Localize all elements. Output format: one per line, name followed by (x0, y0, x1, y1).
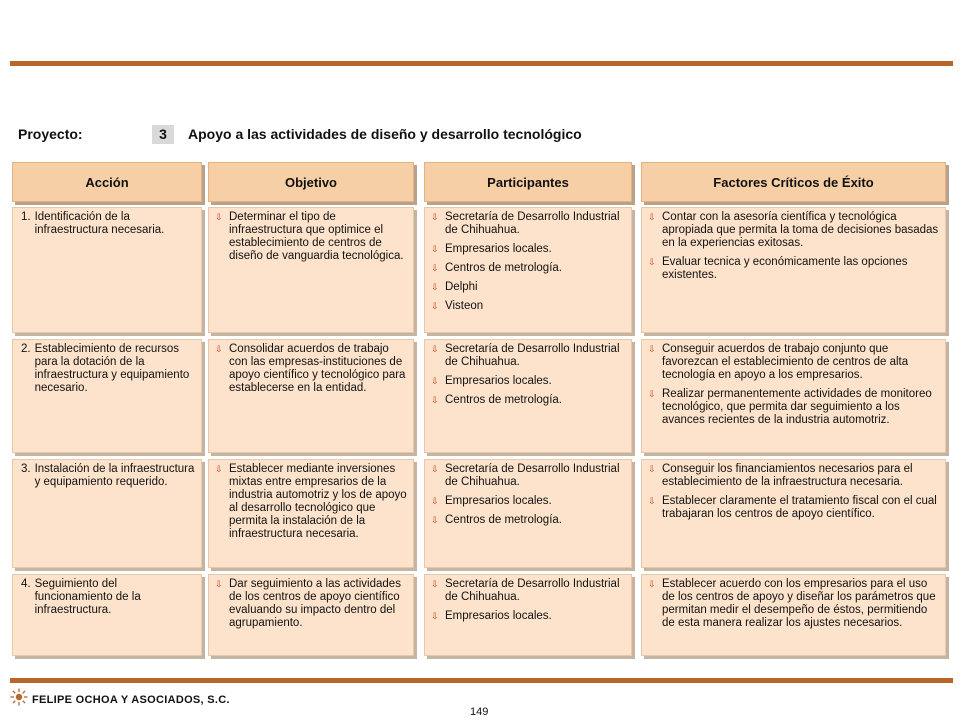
participantes-item (431, 343, 627, 369)
factores-item (648, 256, 941, 282)
sun-logo-icon (10, 688, 28, 706)
cell-participantes-3 (424, 459, 632, 568)
cell-participantes-1 (424, 207, 632, 333)
accion-number: 3. (21, 463, 31, 475)
participantes-item-text: Centros de metrología. (445, 262, 562, 274)
factores-item-text: Evaluar tecnica y económicamente las opciones existentes. (662, 256, 908, 281)
arrow-down-bullet-icon: ⇩ (431, 464, 439, 474)
objetivo-item (215, 343, 409, 395)
participantes-item-text: Secretaría de Desarrollo Industrial de Chihuahua. (445, 463, 620, 488)
project-title: Apoyo a las actividades de diseño y desarrollo tecnológico (188, 126, 582, 142)
factores-item (648, 343, 941, 382)
header-objetivo: Objetivo (208, 162, 414, 202)
objetivo-item-text: Establecer mediante inversiones mixtas entre empresarios de la industria automotriz y los de apoyo al desarrollo tecnológico que permita la instalación de la infraestructura necesaria. (229, 463, 407, 540)
arrow-down-bullet-icon: ⇩ (431, 376, 439, 386)
accion-number: 4. (21, 578, 31, 590)
arrow-down-bullet-icon: ⇩ (215, 579, 223, 589)
factores-item-text: Contar con la asesoría científica y tecnológica apropiada que permita la toma de decisiones basadas en la experiencias exitosas. (662, 211, 939, 249)
factores-item (648, 388, 941, 427)
cell-participantes-4 (424, 574, 632, 656)
arrow-down-bullet-icon: ⇩ (431, 496, 439, 506)
page-number: 149 (470, 706, 489, 718)
arrow-down-bullet-icon: ⇩ (648, 579, 656, 589)
arrow-down-bullet-icon: ⇩ (431, 344, 439, 354)
accion-text: Seguimiento del funcionamiento de la infraestructura. (34, 578, 141, 616)
accion-number: 1. (21, 211, 31, 223)
arrow-down-bullet-icon: ⇩ (431, 611, 439, 621)
participantes-item (431, 394, 627, 407)
participantes-item (431, 300, 627, 313)
participantes-item-text: Empresarios locales. (445, 495, 552, 507)
header-factores: Factores Críticos de Éxito (641, 162, 946, 202)
accion-item (21, 343, 197, 395)
arrow-down-bullet-icon: ⇩ (431, 212, 439, 222)
participantes-item (431, 281, 627, 294)
objetivo-item-text: Consolidar acuerdos de trabajo con las empresas-instituciones de apoyo científico y tecnológico para establecerse en la entidad. (229, 343, 406, 394)
accion-number: 2. (21, 343, 31, 355)
cell-objetivo-3 (208, 459, 414, 568)
participantes-item-text: Empresarios locales. (445, 610, 552, 622)
arrow-down-bullet-icon: ⇩ (648, 464, 656, 474)
accion-text: Instalación de la infraestructura y equipamiento requerido. (34, 463, 195, 488)
cell-factores-3 (641, 459, 946, 568)
participantes-item (431, 243, 627, 256)
participantes-item (431, 514, 627, 527)
participantes-item (431, 495, 627, 508)
accion-item (21, 463, 197, 489)
arrow-down-bullet-icon: ⇩ (431, 282, 439, 292)
cell-objetivo-1 (208, 207, 414, 333)
arrow-down-bullet-icon: ⇩ (215, 464, 223, 474)
arrow-down-bullet-icon: ⇩ (431, 579, 439, 589)
cell-accion-2 (12, 339, 202, 453)
arrow-down-bullet-icon: ⇩ (431, 515, 439, 525)
footer-company: FELIPE OCHOA Y ASOCIADOS, S.C. (32, 694, 230, 706)
arrow-down-bullet-icon: ⇩ (431, 263, 439, 273)
participantes-item-text: Centros de metrología. (445, 514, 562, 526)
project-label: Proyecto: (18, 126, 83, 142)
cell-participantes-2 (424, 339, 632, 453)
arrow-down-bullet-icon: ⇩ (648, 389, 656, 399)
cell-objetivo-4 (208, 574, 414, 656)
participantes-item-text: Empresarios locales. (445, 375, 552, 387)
participantes-item-text: Secretaría de Desarrollo Industrial de Chihuahua. (445, 211, 620, 236)
participantes-item (431, 375, 627, 388)
factores-item-text: Conseguir los financiamientos necesarios para el establecimiento de la infraestructura necesaria. (662, 463, 913, 488)
factores-item-text: Realizar permanentemente actividades de monitoreo tecnológico, que permita dar seguimiento a los avances recientes de la industria automotriz. (662, 388, 932, 426)
header-accion: Acción (12, 162, 202, 202)
cell-objetivo-2 (208, 339, 414, 453)
top-divider (10, 61, 953, 66)
accion-text: Establecimiento de recursos para la dotación de la infraestructura y equipamiento necesario. (34, 343, 190, 394)
cell-factores-2 (641, 339, 946, 453)
factores-item (648, 211, 941, 250)
cell-factores-4 (641, 574, 946, 656)
project-header (18, 125, 918, 147)
header-participantes: Participantes (424, 162, 632, 202)
participantes-item (431, 610, 627, 623)
participantes-item-text: Empresarios locales. (445, 243, 552, 255)
factores-item-text: Establecer claramente el tratamiento fiscal con el cual trabajaran los centros de apoyo científico. (662, 495, 937, 520)
factores-item (648, 578, 941, 630)
arrow-down-bullet-icon: ⇩ (431, 244, 439, 254)
factores-item-text: Conseguir acuerdos de trabajo conjunto que favorezcan el establecimiento de centros de alta tecnología en apoyo a los empresarios. (662, 343, 909, 381)
cell-factores-1 (641, 207, 946, 333)
participantes-item-text: Visteon (445, 300, 484, 312)
arrow-down-bullet-icon: ⇩ (215, 212, 223, 222)
arrow-down-bullet-icon: ⇩ (648, 212, 656, 222)
arrow-down-bullet-icon: ⇩ (431, 395, 439, 405)
cell-accion-1 (12, 207, 202, 333)
participantes-item (431, 211, 627, 237)
participantes-item (431, 262, 627, 275)
objetivo-item (215, 578, 409, 630)
bottom-divider (10, 678, 953, 683)
participantes-item-text: Delphi (445, 281, 478, 293)
factores-item-text: Establecer acuerdo con los empresarios para el uso de los centros de apoyo y diseñar los parámetros que permitan medir el desempeño de éstos, permitiendo de esta manera realizar los ajustes necesarios. (662, 578, 936, 629)
arrow-down-bullet-icon: ⇩ (431, 301, 439, 311)
participantes-item (431, 463, 627, 489)
accion-text: Identificación de la infraestructura necesaria. (34, 211, 165, 236)
participantes-item-text: Centros de metrología. (445, 394, 562, 406)
arrow-down-bullet-icon: ⇩ (648, 257, 656, 267)
participantes-item-text: Secretaría de Desarrollo Industrial de Chihuahua. (445, 578, 620, 603)
arrow-down-bullet-icon: ⇩ (215, 344, 223, 354)
objetivo-item (215, 211, 409, 263)
project-number-badge: 3 (152, 125, 174, 144)
objetivo-item-text: Determinar el tipo de infraestructura que optimice el establecimiento de centros de diseño de vanguardia tecnológica. (229, 211, 404, 262)
participantes-item-text: Secretaría de Desarrollo Industrial de Chihuahua. (445, 343, 620, 368)
cell-accion-3 (12, 459, 202, 568)
factores-item (648, 495, 941, 521)
objetivo-item (215, 463, 409, 541)
cell-accion-4 (12, 574, 202, 656)
accion-item (21, 578, 197, 617)
participantes-item (431, 578, 627, 604)
arrow-down-bullet-icon: ⇩ (648, 496, 656, 506)
factores-item (648, 463, 941, 489)
accion-item (21, 211, 197, 237)
arrow-down-bullet-icon: ⇩ (648, 344, 656, 354)
objetivo-item-text: Dar seguimiento a las actividades de los centros de apoyo científico evaluando su impacto dentro del agrupamiento. (229, 578, 401, 629)
